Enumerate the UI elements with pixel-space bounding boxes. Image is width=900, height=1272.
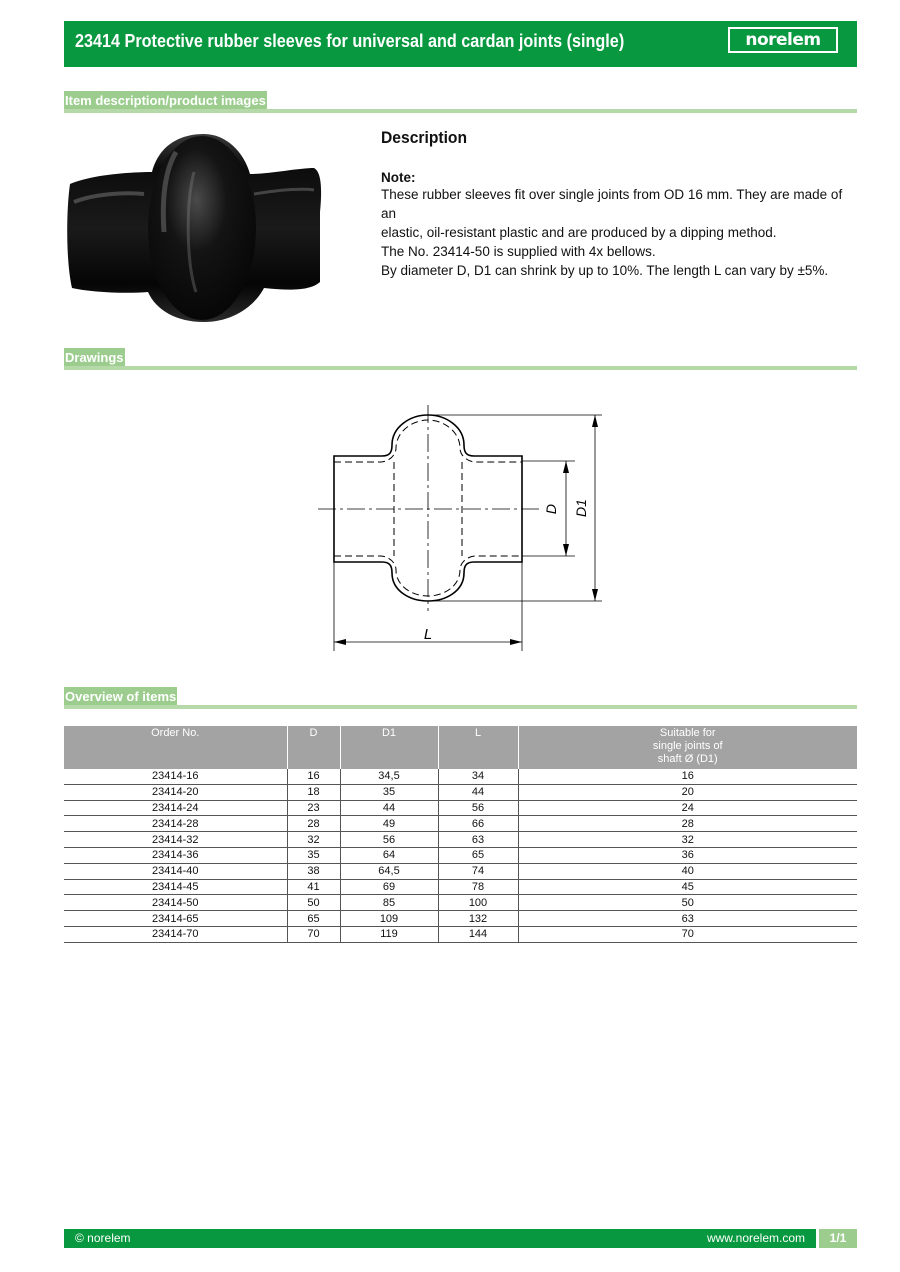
table-row <box>64 911 857 927</box>
dimension-label-l: L <box>423 626 433 643</box>
table-cell: 65 <box>438 847 518 863</box>
footer-copyright: © norelem <box>75 1231 131 1245</box>
table-cell: 44 <box>438 784 518 800</box>
table-cell: 74 <box>438 863 518 879</box>
table-cell: 109 <box>340 911 438 927</box>
table-cell: 23414-65 <box>64 911 287 927</box>
table-cell: 36 <box>518 847 857 863</box>
table-cell: 41 <box>287 879 340 895</box>
page-footer <box>64 1229 857 1248</box>
description-heading: Description <box>381 128 468 147</box>
section-rule <box>64 366 857 370</box>
norelem-logo: norelem <box>728 27 838 53</box>
note-line: The No. 23414-50 is supplied with 4x bellows. <box>381 244 656 259</box>
technical-drawing <box>300 395 620 655</box>
table-row <box>64 863 857 879</box>
table-cell: 35 <box>287 847 340 863</box>
column-header-d1: D1 <box>340 726 438 769</box>
table-cell: 23414-32 <box>64 832 287 848</box>
note-line: elastic, oil-resistant plastic and are produced by a dipping method. <box>381 225 777 240</box>
dimension-label-d1: D1 <box>573 499 589 517</box>
table-cell: 18 <box>287 784 340 800</box>
table-cell: 20 <box>518 784 857 800</box>
table-cell: 49 <box>340 816 438 832</box>
table-cell: 70 <box>287 926 340 942</box>
table-cell: 38 <box>287 863 340 879</box>
table-cell: 34,5 <box>340 769 438 784</box>
table-cell: 23414-16 <box>64 769 287 784</box>
table-cell: 40 <box>518 863 857 879</box>
table-cell: 23414-50 <box>64 895 287 911</box>
note-line: By diameter D, D1 can shrink by up to 10%. The length L can vary by ±5%. <box>381 263 829 278</box>
table-cell: 50 <box>287 895 340 911</box>
table-cell: 132 <box>438 911 518 927</box>
table-row <box>64 784 857 800</box>
table-cell: 23414-28 <box>64 816 287 832</box>
table-row <box>64 879 857 895</box>
footer-website-link[interactable]: www.norelem.com <box>706 1231 805 1245</box>
column-header-l: L <box>438 726 518 769</box>
table-cell: 63 <box>438 832 518 848</box>
section-title: Item description/product images <box>65 93 266 108</box>
table-cell: 35 <box>340 784 438 800</box>
table-cell: 44 <box>340 800 438 816</box>
table-cell: 64,5 <box>340 863 438 879</box>
table-cell: 50 <box>518 895 857 911</box>
table-header-row <box>64 726 857 769</box>
table-cell: 16 <box>287 769 340 784</box>
table-cell: 23414-40 <box>64 863 287 879</box>
section-title: Drawings <box>65 350 124 365</box>
note-line: These rubber sleeves fit over single joints from OD 16 mm. They are made of an <box>381 187 843 221</box>
section-rule <box>64 109 857 113</box>
page-header <box>64 21 857 67</box>
table-row <box>64 769 857 784</box>
table-cell: 100 <box>438 895 518 911</box>
section-overview <box>64 687 857 709</box>
table-cell: 16 <box>518 769 857 784</box>
section-drawings <box>64 348 857 370</box>
table-cell: 63 <box>518 911 857 927</box>
footer-bar <box>64 1229 816 1248</box>
column-header-suitable: Suitable for single joints of shaft Ø (D1) <box>518 726 857 769</box>
page-title: 23414 Protective rubber sleeves for universal and cardan joints (single) <box>75 31 625 51</box>
table-cell: 56 <box>340 832 438 848</box>
table-cell: 23414-45 <box>64 879 287 895</box>
table-cell: 64 <box>340 847 438 863</box>
description-block <box>381 128 851 280</box>
table-cell: 28 <box>518 816 857 832</box>
table-cell: 23414-36 <box>64 847 287 863</box>
table-cell: 23 <box>287 800 340 816</box>
table-cell: 70 <box>518 926 857 942</box>
table-row <box>64 816 857 832</box>
table-cell: 23414-70 <box>64 926 287 942</box>
table-cell: 65 <box>287 911 340 927</box>
page-number: 1/1 <box>819 1229 857 1248</box>
table-cell: 85 <box>340 895 438 911</box>
table-cell: 24 <box>518 800 857 816</box>
table-cell: 34 <box>438 769 518 784</box>
table-row <box>64 800 857 816</box>
table-cell: 56 <box>438 800 518 816</box>
table-cell: 66 <box>438 816 518 832</box>
items-table <box>64 726 857 943</box>
table-row <box>64 832 857 848</box>
product-image <box>64 132 322 324</box>
table-cell: 23414-24 <box>64 800 287 816</box>
table-cell: 32 <box>518 832 857 848</box>
table-cell: 69 <box>340 879 438 895</box>
column-header-order-no: Order No. <box>64 726 287 769</box>
section-item-description <box>64 91 857 113</box>
table-cell: 144 <box>438 926 518 942</box>
dimension-label-d: D <box>543 503 559 515</box>
table-cell: 32 <box>287 832 340 848</box>
column-header-d: D <box>287 726 340 769</box>
table-cell: 23414-20 <box>64 784 287 800</box>
table-row <box>64 926 857 942</box>
table-cell: 28 <box>287 816 340 832</box>
table-cell: 45 <box>518 879 857 895</box>
table-row <box>64 895 857 911</box>
note-title: Note: <box>381 170 416 185</box>
table-row <box>64 847 857 863</box>
section-rule <box>64 705 857 709</box>
table-cell: 119 <box>340 926 438 942</box>
table-cell: 78 <box>438 879 518 895</box>
section-title: Overview of items <box>65 689 177 704</box>
